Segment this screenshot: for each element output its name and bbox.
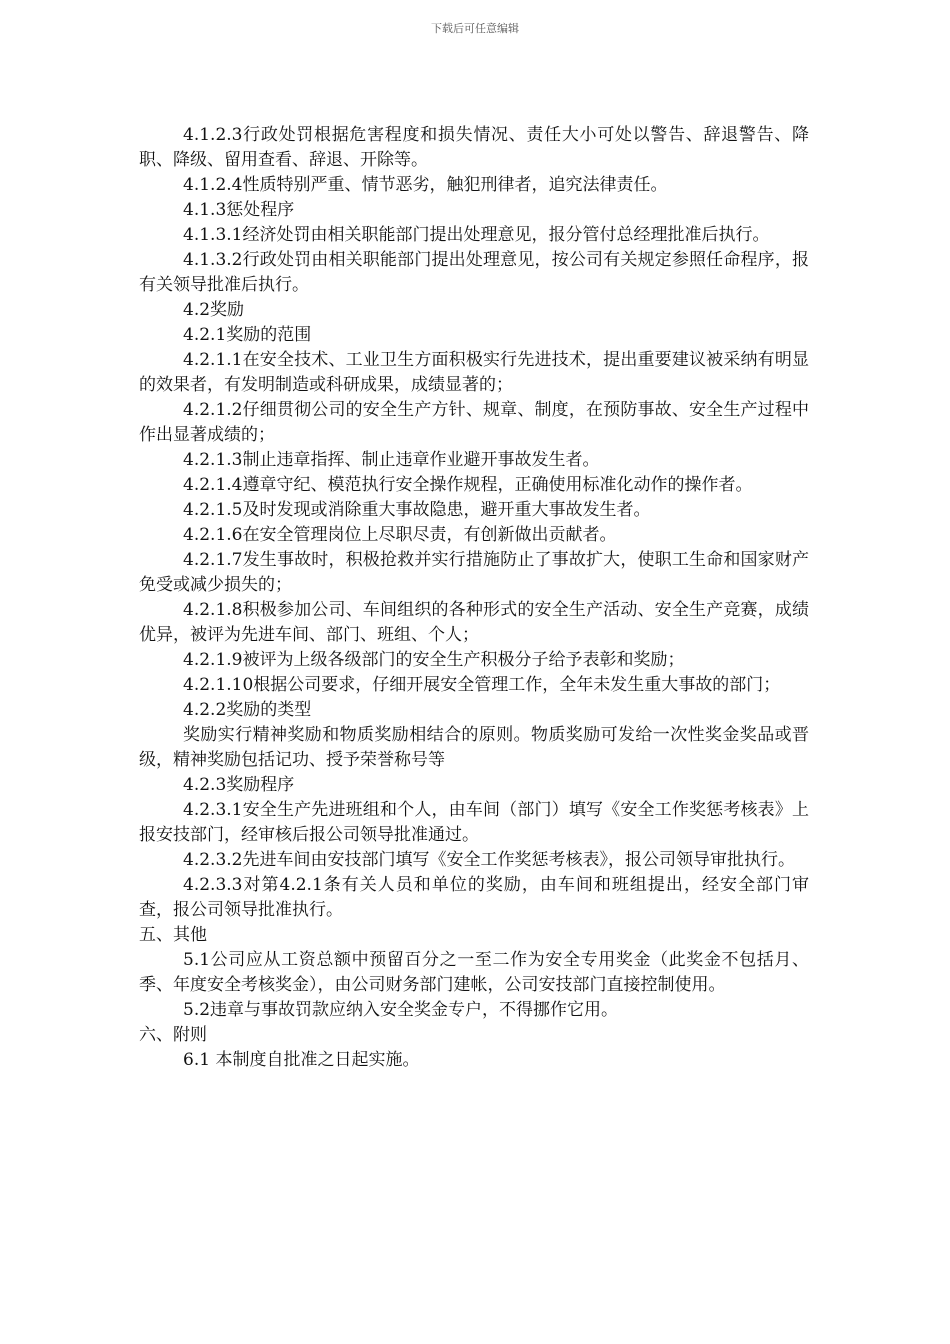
- paragraph: 4.2.1奖励的范围: [183, 325, 312, 345]
- document-body: [139, 123, 809, 1073]
- paragraph: 4.2.1.8积极参加公司、车间组织的各种形式的安全生产活动、安全生产竞赛，成绩优异，被评为先进车间、部门、班组、个人；: [139, 600, 809, 645]
- paragraph: 4.2.1.5及时发现或消除重大事故隐患，避开重大事故发生者。: [183, 500, 651, 520]
- paragraph: 4.2.3.3对第4.2.1条有关人员和单位的奖励，由车间和班组提出，经安全部门审查，报公司领导批准执行。: [139, 875, 809, 920]
- paragraph: 4.2奖励: [183, 300, 245, 320]
- paragraph: 4.2.1.1在安全技术、工业卫生方面积极实行先进技术，提出重要建议被采纳有明显的效果者，有发明制造或科研成果，成绩显著的；: [139, 350, 809, 395]
- paragraph: 4.1.2.3行政处罚根据危害程度和损失情况、责任大小可处以警告、辞退警告、降职、降级、留用查看、辞退、开除等。: [139, 125, 809, 170]
- paragraph: 4.2.1.4遵章守纪、模范执行安全操作规程，正确使用标准化动作的操作者。: [183, 475, 753, 495]
- paragraph: 6.1 本制度自批准之日起实施。: [183, 1050, 420, 1070]
- paragraph: 4.1.3.2行政处罚由相关职能部门提出处理意见，按公司有关规定参照任命程序，报有关领导批准后执行。: [139, 250, 809, 295]
- paragraph: 4.2.3奖励程序: [183, 775, 295, 795]
- paragraph: 4.1.2.4性质特别严重、情节恶劣，触犯刑律者，追究法律责任。: [183, 175, 668, 195]
- section-heading: 六、附则: [139, 1025, 207, 1045]
- paragraph: 4.2.1.6在安全管理岗位上尽职尽责，有创新做出贡献者。: [183, 525, 617, 545]
- paragraph: 5.1公司应从工资总额中预留百分之一至二作为安全专用奖金（此奖金不包括月、季、年度安全考核奖金），由公司财务部门建帐，公司安技部门直接控制使用。: [139, 950, 809, 995]
- paragraph: 4.2.1.3制止违章指挥、制止违章作业避开事故发生者。: [183, 450, 600, 470]
- paragraph: 5.2违章与事故罚款应纳入安全奖金专户，不得挪作它用。: [183, 1000, 619, 1020]
- paragraph: 奖励实行精神奖励和物质奖励相结合的原则。物质奖励可发给一次性奖金奖品或晋级，精神奖励包括记功、授予荣誉称号等: [139, 725, 809, 770]
- section-heading: 五、其他: [139, 925, 207, 945]
- paragraph: 4.2.1.7发生事故时，积极抢救并实行措施防止了事故扩大，使职工生命和国家财产免受或减少损失的；: [139, 550, 809, 595]
- paragraph: 4.1.3惩处程序: [183, 200, 295, 220]
- paragraph: 4.2.3.1安全生产先进班组和个人，由车间（部门）填写《安全工作奖惩考核表》上报安技部门，经审核后报公司领导批准通过。: [139, 800, 809, 845]
- paragraph: 4.1.3.1经济处罚由相关职能部门提出处理意见，报分管付总经理批准后执行。: [183, 225, 770, 245]
- page-header: 下载后可任意编辑: [431, 22, 519, 35]
- paragraph: 4.2.1.10根据公司要求，仔细开展安全管理工作，全年未发生重大事故的部门；: [183, 675, 781, 695]
- paragraph: 4.2.1.9被评为上级各级部门的安全生产积极分子给予表彰和奖励；: [183, 650, 685, 670]
- paragraph: 4.2.3.2先进车间由安技部门填写《安全工作奖惩考核表》，报公司领导审批执行。: [183, 850, 795, 870]
- paragraph: 4.2.2奖励的类型: [183, 700, 312, 720]
- paragraph: 4.2.1.2仔细贯彻公司的安全生产方针、规章、制度，在预防事故、安全生产过程中作出显著成绩的；: [139, 400, 809, 445]
